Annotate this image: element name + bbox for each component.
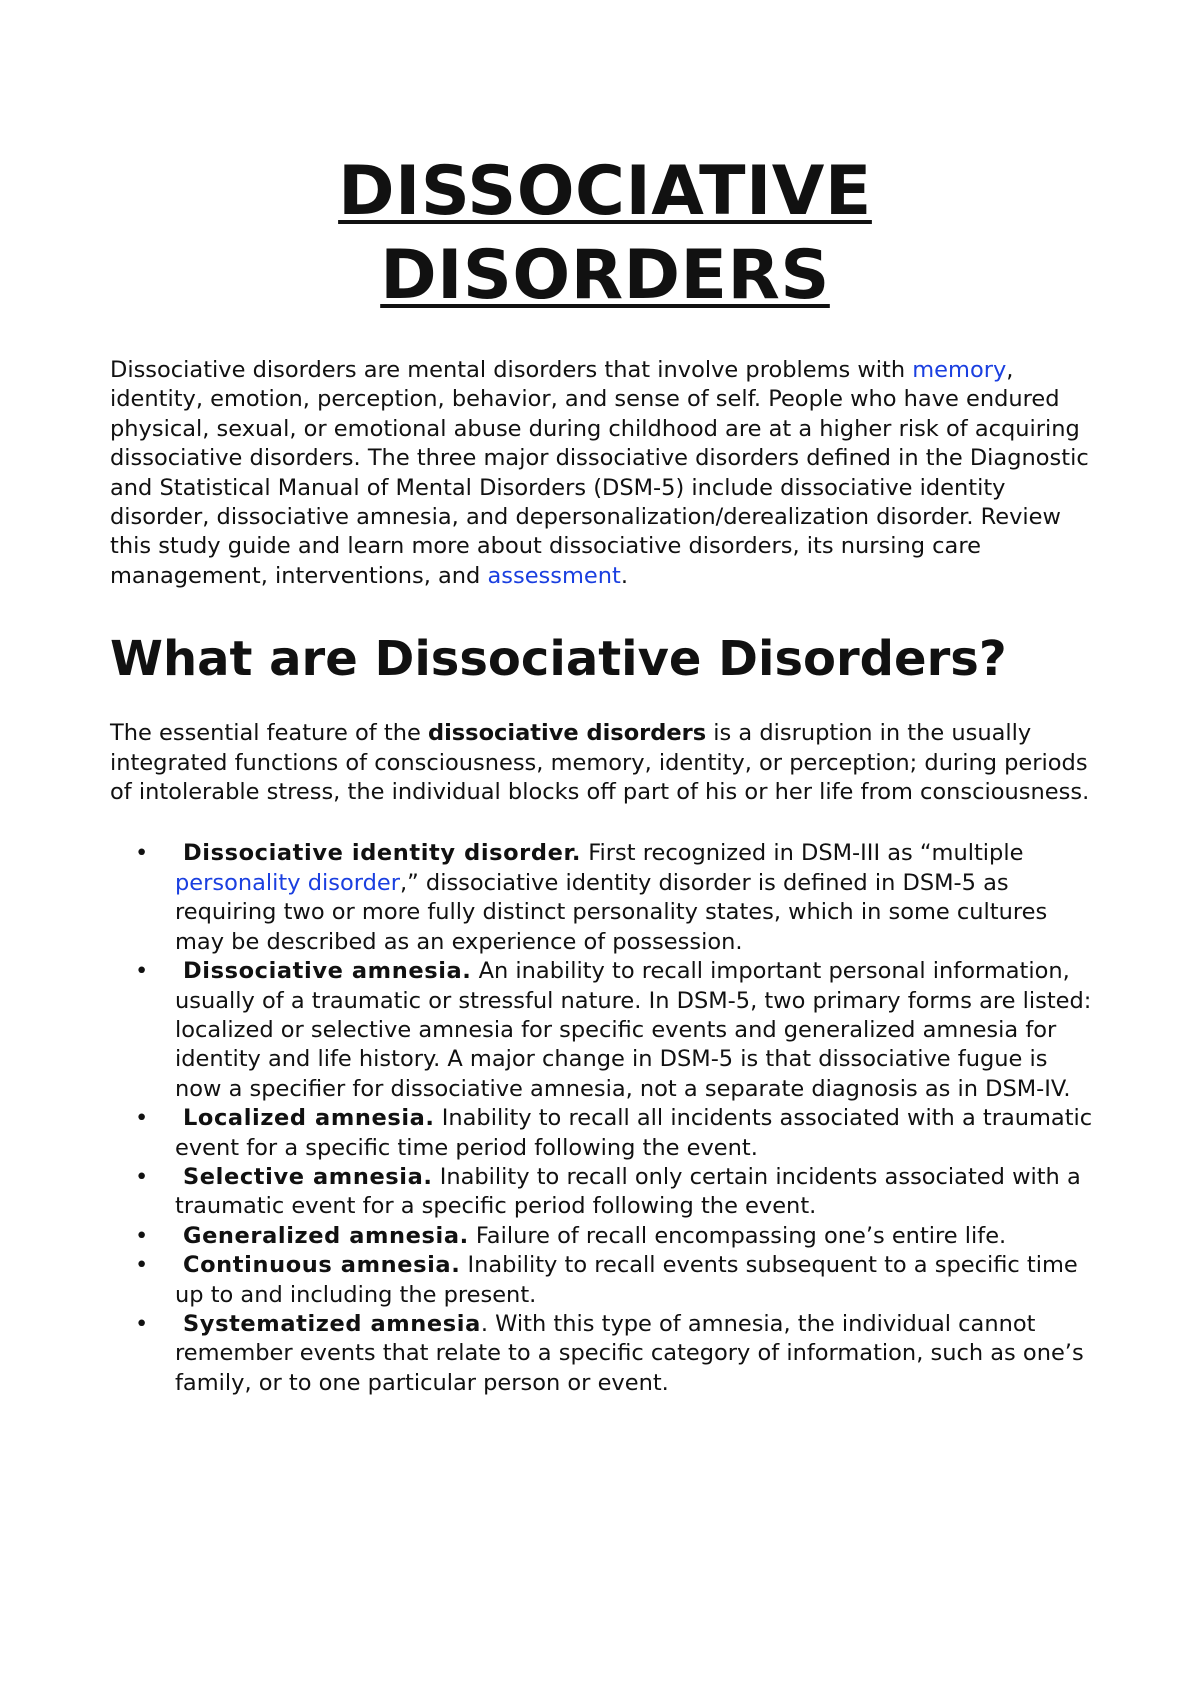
section-text-1: The essential feature of the <box>110 720 428 747</box>
list-item <box>110 1251 1100 1310</box>
bullet-icon: • <box>135 1105 149 1132</box>
list-item <box>110 957 1100 1104</box>
memory-link[interactable]: memory <box>912 357 1007 383</box>
list-item <box>110 1222 1100 1251</box>
list-item-text: Failure of recall encompassing one’s entire life. <box>468 1222 1007 1249</box>
list-item-term: Continuous amnesia. <box>183 1252 461 1279</box>
intro-text-1: Dissociative disorders are mental disorders that involve problems with <box>110 357 913 383</box>
list-item-text: Inability to recall all incidents associated with a traumatic event for a specific time period following the event. <box>175 1105 1093 1161</box>
bullet-icon: • <box>135 840 149 867</box>
section-paragraph <box>110 719 1100 807</box>
section-text-2: is a disruption in the usually integrated functions of consciousness, memory, identity, or perception; during periods of intolerable stress, the individual blocks off part of his or her life from consciousness. <box>110 720 1090 806</box>
list-item-text: First recognized in DSM-III as “multiple <box>581 840 1024 867</box>
list-item-text: ,” dissociative identity disorder is defined in DSM-5 as requiring two or more fully distinct personality states, which in some cultures may be described as an experience of possession. <box>175 869 1048 955</box>
list-item-term: Dissociative amnesia. <box>183 958 472 985</box>
personality-disorder-link[interactable]: personality disorder <box>175 869 400 896</box>
list-item <box>110 1104 1100 1163</box>
intro-paragraph <box>110 356 1100 591</box>
bullet-icon: • <box>135 1310 149 1337</box>
list-item <box>110 1310 1100 1398</box>
section-heading: What are Dissociative Disorders? <box>110 631 1007 688</box>
section-bold-term: dissociative disorders <box>427 720 707 747</box>
document-content <box>110 150 1100 1398</box>
list-item-term: Dissociative identity disorder. <box>183 840 582 867</box>
list-item-term: Generalized amnesia. <box>183 1222 469 1249</box>
list-item-term: Systematized amnesia <box>183 1310 481 1337</box>
list-item-term: Localized amnesia. <box>183 1105 435 1132</box>
document-title-line-1: DISSOCIATIVE <box>338 152 872 231</box>
list-item-text: Inability to recall events subsequent to a specific time up to and including the present. <box>175 1252 1078 1308</box>
list-item-text: Inability to recall only certain incidents associated with a traumatic event for a specific period following the event. <box>175 1163 1081 1220</box>
list-item-text: An inability to recall important personal information, usually of a traumatic or stressful nature. In DSM-5, two primary forms are listed: localized or selective amnesia for specific events and generalized amnesia for identity and life history. A major change in DSM-5 is that dissociative fugue is now a specifier for dissociative amnesia, not a separate diagnosis as in DSM-IV. <box>175 958 1092 1102</box>
intro-text-2: , identity, emotion, perception, behavior, and sense of self. People who have endured physical, sexual, or emotional abuse during childhood are at a higher risk of acquiring dissociative disorders. The three major dissociative disorders defined in the Diagnostic and Statistical Manual of Mental Disorders (DSM-5) include dissociative identity disorder, dissociative amnesia, and depersonalization/derealization disorder. Review this study guide and learn more about dissociative disorders, its nursing care management, interventions, and <box>110 357 1089 589</box>
bullet-icon: • <box>135 1252 149 1279</box>
list-item <box>110 1163 1100 1222</box>
intro-text-3: . <box>620 562 629 589</box>
list-item <box>110 839 1100 957</box>
bullet-icon: • <box>135 1222 149 1249</box>
list-item-text: . With this type of amnesia, the individual cannot remember events that relate to a specific category of information, such as one’s family, or to one particular person or event. <box>175 1310 1084 1396</box>
document-title-line-2: DISORDERS <box>380 236 830 315</box>
amnesia-types-list <box>110 839 1100 1398</box>
assessment-link[interactable]: assessment <box>487 562 621 589</box>
bullet-icon: • <box>135 958 149 985</box>
document-title <box>110 150 1100 318</box>
list-item-term: Selective amnesia. <box>183 1163 433 1190</box>
bullet-icon: • <box>135 1163 149 1190</box>
